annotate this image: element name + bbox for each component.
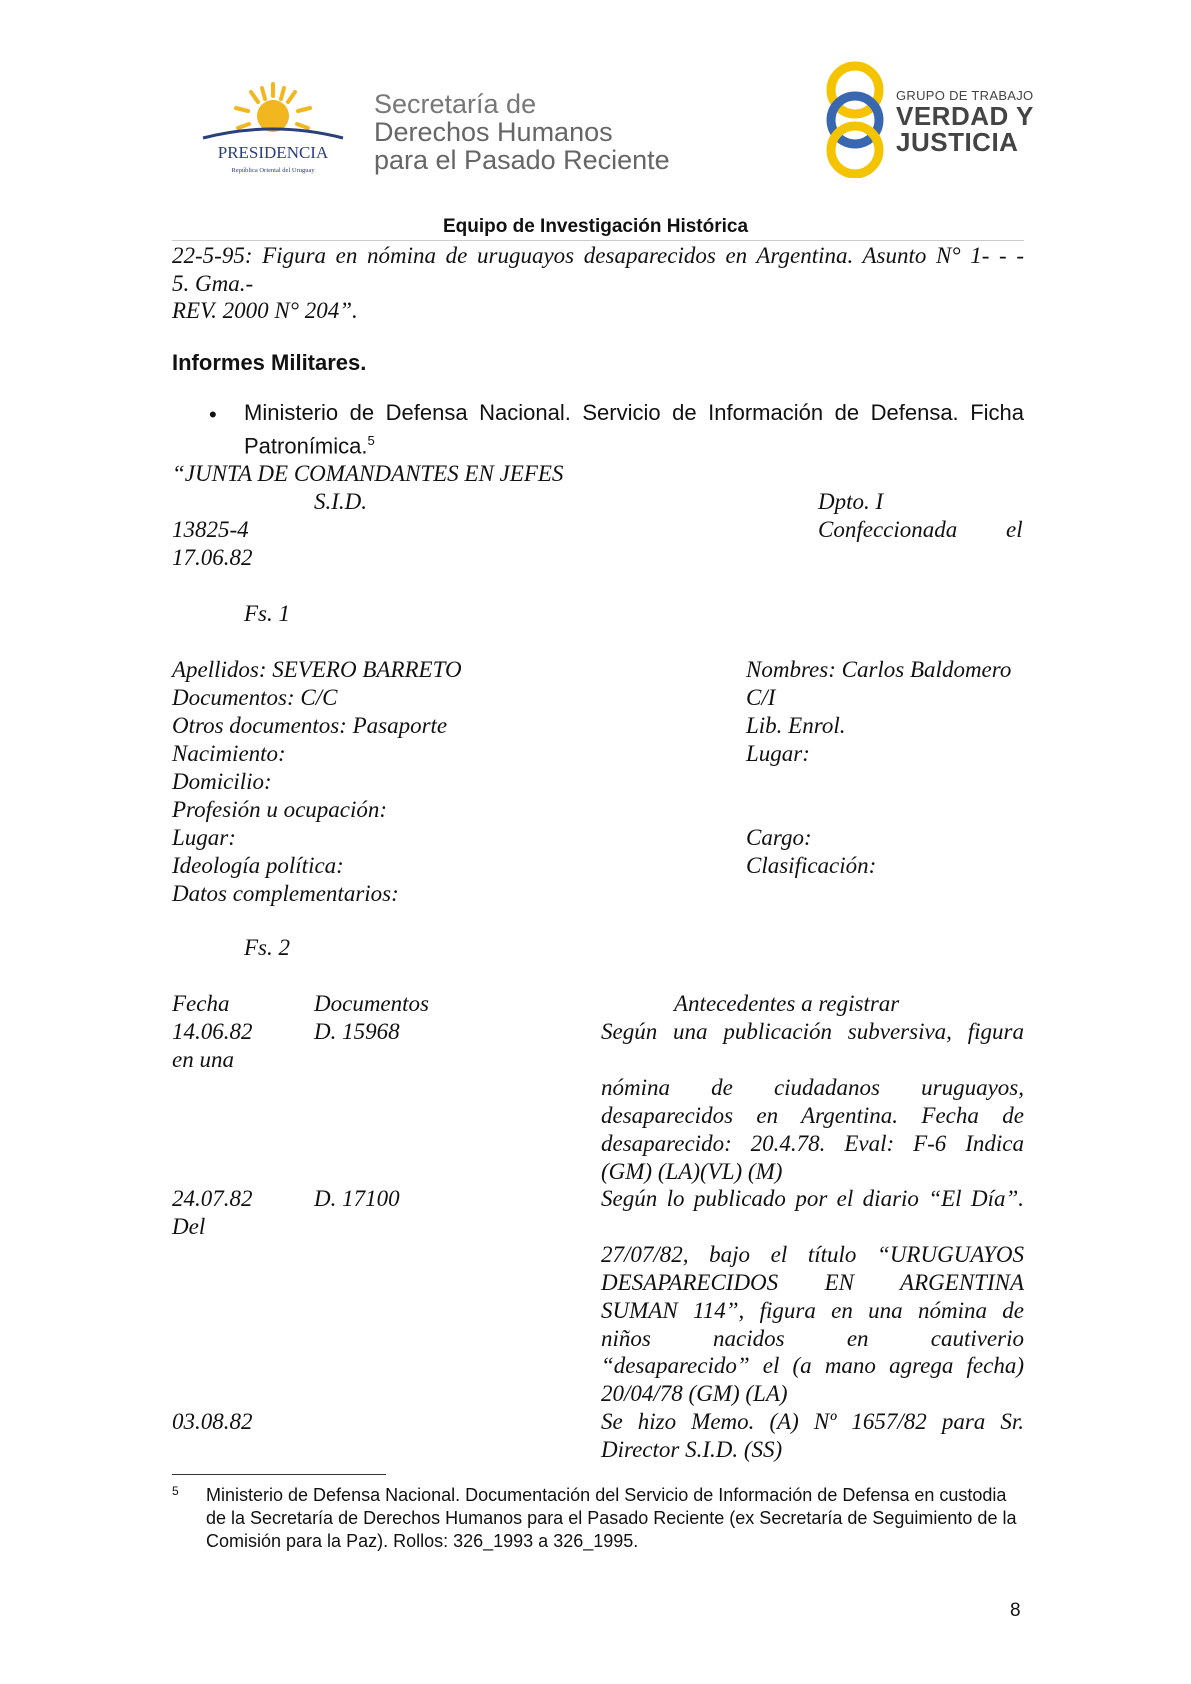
fs1-label: Fs. 1 [244,601,290,626]
entry2-line3: DESAPARECIDOS EN ARGENTINA [601,1270,1024,1295]
field-datos-complementarios: Datos complementarios: [172,881,399,906]
entry2-line5: niños nacidos en cautiverio [601,1326,1024,1351]
field-lugar-nac: Lugar: [746,741,810,766]
dpto-label: Dpto. I [818,489,884,514]
bullet-marker: • [209,402,217,427]
fs2-label: Fs. 2 [244,935,290,960]
team-title: Equipo de Investigación Histórica [442,216,749,237]
page-number: 8 [1010,1600,1021,1621]
field-lugar: Lugar: [172,825,236,850]
sun-icon [236,84,310,132]
entry2-fecha-cont: Del [172,1214,206,1239]
grupo-trabajo-text [896,88,1034,155]
field-apellidos: Apellidos: SEVERO BARRETO [172,657,462,682]
el-label: el [1006,517,1023,542]
entry1-line5: (GM) (LA)(VL) (M) [601,1159,783,1184]
entry2-line7: 20/04/78 (GM) (LA) [601,1381,788,1406]
field-otros-documentos: Otros documentos: Pasaporte [172,713,448,738]
entry1-line2: nómina de ciudadanos uruguayos, [601,1075,1024,1100]
junta-line: “JUNTA DE COMANDANTES EN JEFES [172,461,564,486]
grupo-big1: VERDAD Y [896,101,1034,131]
field-nacimiento: Nacimiento: [172,741,286,766]
entry2-line6: “desaparecido” el (a mano agrega fecha) [601,1353,1024,1378]
field-profesion: Profesión u ocupación: [172,797,388,822]
secretaria-name [374,90,670,174]
intro-line3: REV. 2000 N° 204”. [172,298,358,323]
entry1-doc: D. 15968 [314,1019,400,1044]
secretaria-line1: Secretaría de [374,89,537,119]
presidencia-label: PRESIDENCIA [217,143,329,162]
field-domicilio: Domicilio: [172,769,272,794]
footnote-text: Ministerio de Defensa Nacional. Documentación del Servicio de Información de Defensa en custodia de la Secretaría de Derechos Humanos para el Pasado Reciente (ex Secretaría de Seguimiento de la Comisión para la Paz). Rollos: 326_1993 a 326_1995. [206,1485,1017,1551]
entry3-line1: Se hizo Memo. (A) Nº 1657/82 para Sr. [601,1409,1024,1434]
confeccionada-label: Confeccionada [818,517,958,542]
presidencia-logo [198,80,348,180]
header-divider [172,240,1024,241]
header-documentos: Documentos [314,991,429,1016]
entry1-line3: desaparecidos en Argentina. Fecha de [601,1103,1024,1128]
entry1-line1: Según una publicación subversiva, figura [601,1019,1024,1044]
header-antecedentes: Antecedentes a registrar [674,991,900,1016]
field-clasificacion: Clasificación: [746,853,877,878]
left-fields [172,656,462,908]
entry2-line1: Según lo publicado por el diario “El Día”. [601,1186,1024,1211]
header-fecha: Fecha [172,991,230,1016]
entry2-line4: SUMAN 114”, figura en una nómina de [601,1298,1024,1323]
grupo-small: GRUPO DE TRABAJO [896,88,1034,103]
footnote-ref: 5 [367,433,375,448]
intro-line1: 22-5-95: Figura en nómina de uruguayos desaparecidos en Argentina. Asunto N° 1- - - [172,243,1024,268]
entry3-fecha: 03.08.82 [172,1409,253,1434]
secretaria-line3: para el Pasado Reciente [374,145,670,175]
field-cargo: Cargo: [746,825,812,850]
entry1-fecha: 14.06.82 [172,1019,253,1044]
footnote-number: 5 [172,1484,179,1498]
field-ci: C/I [746,685,776,710]
footnote-rule [172,1474,386,1475]
entry1-line4: desaparecido: 20.4.78. Eval: F-6 Indica [601,1131,1024,1156]
intro-line2: 5. Gma.- [172,271,254,296]
entry2-fecha: 24.07.82 [172,1186,253,1211]
bullet-text-content: Ministerio de Defensa Nacional. Servicio de Información de Defensa. Ficha Patronímica. [244,400,1024,459]
section-heading: Informes Militares. [172,350,367,375]
field-ideologia: Ideología política: [172,853,344,878]
sid-label: S.I.D. [314,489,368,514]
secretaria-line2: Derechos Humanos [374,117,613,147]
field-documentos: Documentos: C/C [172,685,338,710]
entry2-doc: D. 17100 [314,1186,400,1211]
entry2-line2: 27/07/82, bajo el título “URUGUAYOS [601,1242,1024,1267]
rings-icon [831,66,879,174]
entry3-line2: Director S.I.D. (SS) [601,1437,783,1462]
ficha-date: 17.06.82 [172,545,253,570]
ficha-number: 13825-4 [172,517,249,542]
grupo-big2: JUSTICIA [896,127,1019,157]
field-lib-enrol: Lib. Enrol. [746,713,846,738]
presidencia-sub: República Oriental del Uruguay [231,167,315,174]
field-nombres: Nombres: Carlos Baldomero [746,657,1012,682]
entry1-fecha-cont: en una [172,1047,234,1072]
bullet-text [244,399,1024,460]
